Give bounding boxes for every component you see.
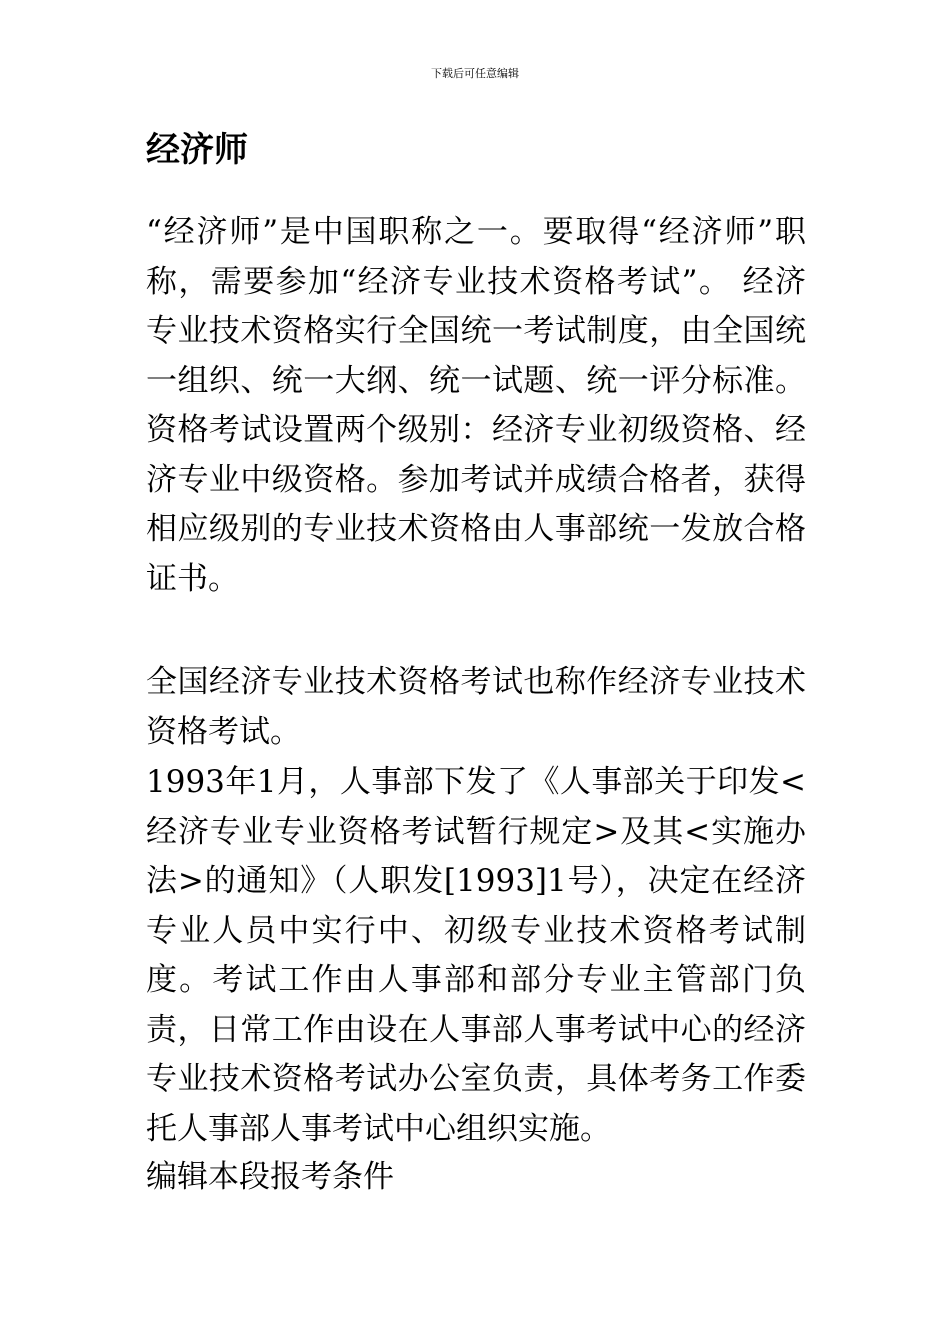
section-heading-link[interactable]: 编辑本段报考条件 [146,1159,394,1195]
document-title: 经济师 [146,130,248,170]
paragraph-exam-name: 全国经济专业技术资格考试也称作经济专业技术资格考试。 [146,664,806,750]
paragraph-history: 1993年1月，人事部下发了《人事部关于印发<经济专业专业资格考试暂行规定>及其<实施办法>的通知》（人职发[1993]1号），决定在经济专业人员中实行中、初级专业技术资格考试制度。考试工作由人事部和部分专业主管部门负责，日常工作由设在人事部人事考试中心的经济专业技术资格考试办公室负责，具体考务工作委托人事部人事考试中心组织实施。 [146,764,806,1147]
paragraph-intro: “经济师”是中国职称之一。要取得“经济师”职称，需要参加“经济专业技术资格考试”。 经济专业技术资格实行全国统一考试制度，由全国统一组织、统一大纲、统一试题、统一评分标准。资格考试设置两个级别：经济专业初级资格、经济专业中级资格。参加考试并成绩合格者，获得相应级别的专业技术资格由人事部统一发放合格证书。 [146,214,806,597]
header-note: 下载后可任意编辑 [431,67,519,80]
